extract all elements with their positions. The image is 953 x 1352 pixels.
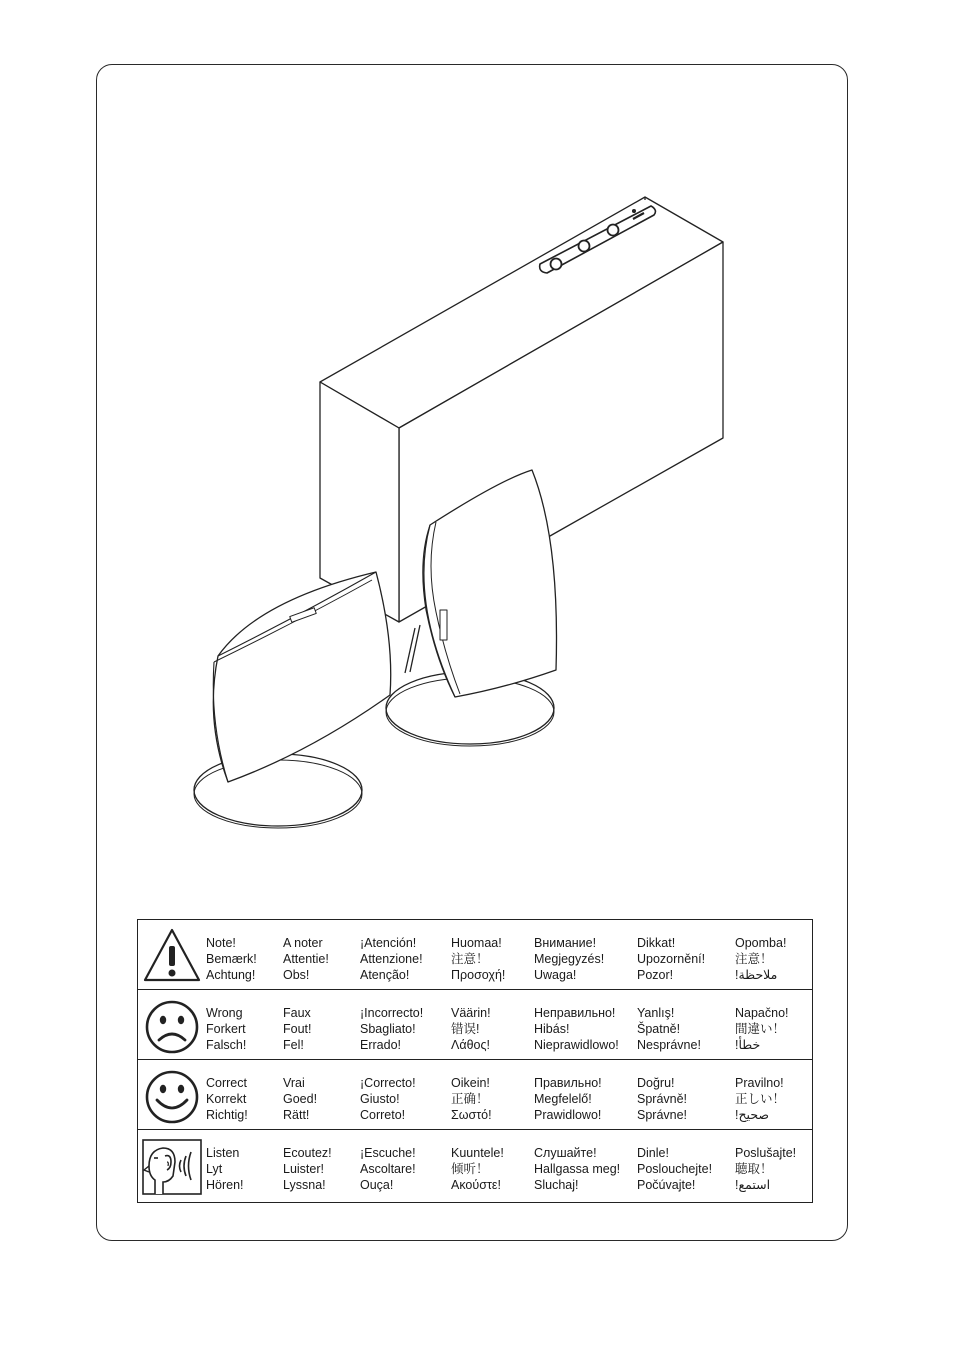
legend-col-sl-ja-ar: Pravilno! 正しい！ !صحيح xyxy=(735,1076,786,1122)
listening-ear-icon xyxy=(141,1136,203,1196)
legend-col-tr-cs-sk: Dikkat! Upozornění! Pozor! xyxy=(637,936,706,982)
legend-col-sl-ja-ar: Opomba! 注意！ !ملاحظة xyxy=(735,936,787,982)
legend-col-ru-hu-pl: Слушайте! Hallgassa meg! Sluchaj! xyxy=(534,1146,621,1192)
symbol-legend-table xyxy=(137,919,813,1203)
legend-col-fr-nl-sv: Ecoutez! Luister! Lyssna! xyxy=(283,1146,332,1192)
legend-col-fi-zh-el: Väärin! 错误! Λάθος! xyxy=(451,1006,491,1052)
legend-col-tr-cs-sk: Dinle! Poslouchejte! Počúvajte! xyxy=(637,1146,713,1192)
legend-col-fr-nl-sv: Vrai Goed! Rätt! xyxy=(283,1076,318,1122)
legend-col-en-da-de: Listen Lyt Hören! xyxy=(206,1146,244,1192)
legend-row-wrong xyxy=(138,990,812,1060)
legend-col-ru-hu-pl: Внимание! Megjegyzés! Uwaga! xyxy=(534,936,605,982)
legend-col-en-da-de: Correct Korrekt Richtig! xyxy=(206,1076,248,1122)
legend-col-es-it-pt: ¡Correcto! Giusto! Correto! xyxy=(360,1076,416,1122)
legend-col-ru-hu-pl: Правильно! Megfelelő! Prawidlowo! xyxy=(534,1076,602,1122)
legend-col-fi-zh-el: Kuuntele! 倾听！ Ακούστε! xyxy=(451,1146,504,1192)
legend-col-tr-cs-sk: Yanlış! Špatně! Nesprávne! xyxy=(637,1006,701,1052)
legend-row-correct xyxy=(138,1060,812,1130)
sad-face-icon xyxy=(141,996,203,1056)
legend-col-sl-ja-ar: Napačno! 間違い！ !خطأ xyxy=(735,1006,789,1052)
legend-row-note xyxy=(138,920,812,990)
legend-col-en-da-de: Wrong Forkert Falsch! xyxy=(206,1006,247,1052)
warning-triangle-icon xyxy=(141,926,203,986)
legend-col-es-it-pt: ¡Atención! Attenzione! Atenção! xyxy=(360,936,423,982)
legend-col-es-it-pt: ¡Incorrecto! Sbagliato! Errado! xyxy=(360,1006,424,1052)
legend-row-listen xyxy=(138,1130,812,1202)
speaker-system-illustration xyxy=(180,190,740,840)
legend-col-sl-ja-ar: Poslušajte! 聴取！ !استمع xyxy=(735,1146,797,1192)
legend-col-en-da-de: Note! Bemærk! Achtung! xyxy=(206,936,257,982)
legend-col-fi-zh-el: Oikein! 正确！ Σωστό! xyxy=(451,1076,492,1122)
legend-col-fi-zh-el: Huomaa! 注意！ Προσοχή! xyxy=(451,936,506,982)
legend-col-es-it-pt: ¡Escuche! Ascoltare! Ouça! xyxy=(360,1146,416,1192)
happy-face-icon xyxy=(141,1066,203,1126)
left-speaker xyxy=(194,572,391,828)
legend-col-ru-hu-pl: Неправильно! Hibás! Nieprawidlowo! xyxy=(534,1006,619,1052)
legend-col-fr-nl-sv: A noter Attentie! Obs! xyxy=(283,936,329,982)
legend-col-tr-cs-sk: Doğru! Správně! Správne! xyxy=(637,1076,688,1122)
legend-col-fr-nl-sv: Faux Fout! Fel! xyxy=(283,1006,312,1052)
